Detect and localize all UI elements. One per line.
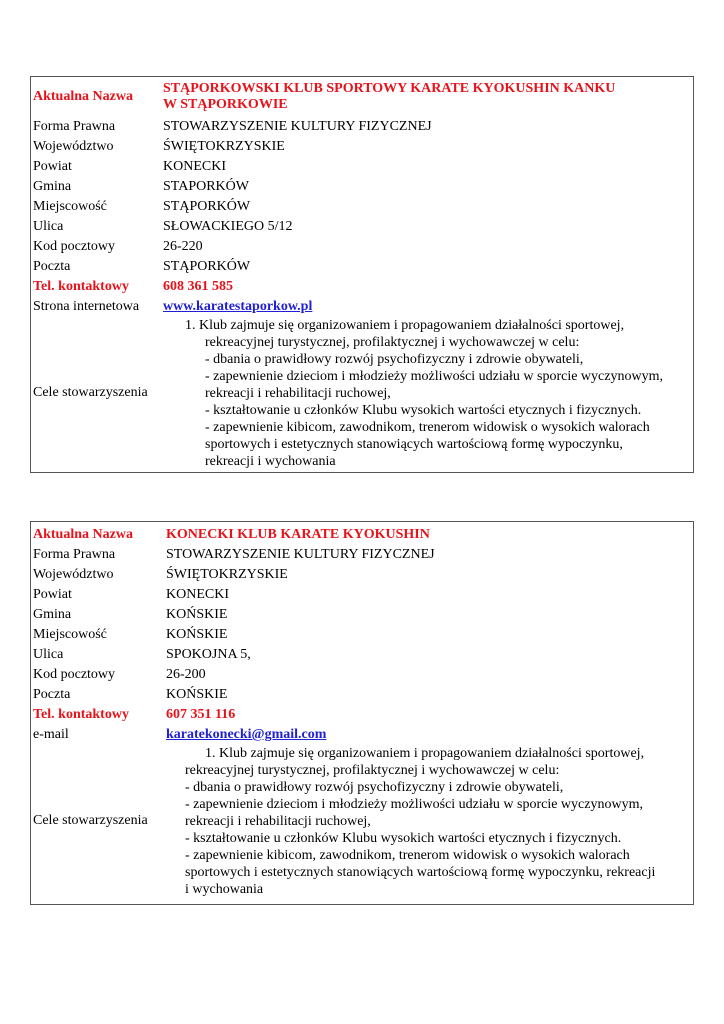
website-label: Strona internetowa (33, 299, 140, 314)
website-link[interactable]: www.karatestaporkow.pl (163, 299, 313, 314)
club-card-konskie (30, 521, 694, 905)
goals-line: sportowych i estetycznych stanowiących wartościową formę wypoczynku, (205, 437, 623, 452)
info-label: Miejscowość (33, 627, 107, 642)
goals-line: - kształtowanie u członków Klubu wysokich wartości etycznych i fizycznych. (185, 831, 622, 846)
info-label: Województwo (33, 567, 114, 582)
info-label: Ulica (33, 219, 64, 234)
name-label: Aktualna Nazwa (33, 89, 133, 104)
goals-text (163, 745, 693, 896)
info-row (31, 545, 693, 565)
goals-line: 1. Klub zajmuje się organizowaniem i propagowaniem działalności sportowej, (185, 318, 625, 333)
info-label: Województwo (33, 139, 114, 154)
goals-label: Cele stowarzyszenia (33, 813, 148, 828)
club-name-line2: W STĄPORKOWIE (163, 97, 288, 112)
info-row (31, 685, 693, 705)
goals-line: - dbania o prawidłowy rozwój psychofizyczny i zdrowie obywateli, (205, 352, 584, 367)
phone-value: 607 351 116 (166, 707, 236, 722)
phone-value: 608 361 585 (163, 279, 233, 294)
phone-label: Tel. kontaktowy (33, 279, 129, 294)
info-row (31, 217, 693, 237)
info-value: 26-220 (163, 239, 203, 254)
info-row (31, 157, 693, 177)
info-row (31, 585, 693, 605)
club-name-line1: STĄPORKOWSKI KLUB SPORTOWY KARATE KYOKUSHIN KANKU (163, 81, 616, 96)
info-value: KOŃSKIE (166, 687, 228, 702)
info-row (31, 645, 693, 665)
info-value: ŚWIĘTOKRZYSKIE (166, 567, 288, 582)
goals-line: - kształtowanie u członków Klubu wysokich wartości etycznych i fizycznych. (205, 403, 642, 418)
info-label: Gmina (33, 607, 72, 622)
info-label: Ulica (33, 647, 64, 662)
club-name (163, 81, 693, 113)
info-value: SPOKOJNA 5, (166, 647, 251, 662)
name-label: Aktualna Nazwa (33, 527, 133, 542)
goals-row (31, 317, 693, 468)
info-value: 26-200 (166, 667, 206, 682)
info-row (31, 177, 693, 197)
email-link[interactable]: karatekonecki@gmail.com (166, 727, 327, 742)
info-value: STOWARZYSZENIE KULTURY FIZYCZNEJ (163, 119, 432, 134)
info-row (31, 137, 693, 157)
info-row (31, 237, 693, 257)
info-row (31, 665, 693, 685)
info-row (31, 565, 693, 585)
goals-line: - zapewnienie dzieciom i młodzieży możliwości udziału w sporcie wyczynowym, (205, 369, 663, 384)
info-value: KONECKI (163, 159, 226, 174)
info-label: Forma Prawna (33, 119, 116, 134)
info-label: Powiat (33, 587, 72, 602)
club-card-staporkow (30, 76, 694, 473)
info-row (31, 117, 693, 137)
goals-line: - zapewnienie kibicom, zawodnikom, trenerom widowisk o wysokich walorach (205, 420, 650, 435)
info-label: Kod pocztowy (33, 667, 116, 682)
info-value: KOŃSKIE (166, 607, 228, 622)
info-label: Gmina (33, 179, 72, 194)
phone-label: Tel. kontaktowy (33, 707, 129, 722)
goals-line: rekreacji i rehabilitacji ruchowej, (185, 814, 371, 829)
info-label: Poczta (33, 259, 71, 274)
info-row (31, 197, 693, 217)
info-label: Miejscowość (33, 199, 107, 214)
phone-row (31, 705, 693, 725)
info-value: KOŃSKIE (166, 627, 228, 642)
goals-line: - zapewnienie kibicom, zawodnikom, trenerom widowisk o wysokich walorach (185, 848, 630, 863)
goals-line: rekreacyjnej turystycznej, profilaktycznej i wychowawczej w celu: (205, 335, 580, 350)
info-value: STAPORKÓW (163, 179, 249, 194)
goals-line: rekreacji i wychowania (205, 454, 336, 469)
website-row (31, 297, 693, 317)
info-label: Powiat (33, 159, 72, 174)
goals-line: - dbania o prawidłowy rozwój psychofizyczny i zdrowie obywateli, (185, 780, 564, 795)
info-value: ŚWIĘTOKRZYSKIE (163, 139, 285, 154)
info-value: STOWARZYSZENIE KULTURY FIZYCZNEJ (166, 547, 435, 562)
email-label: e-mail (33, 727, 69, 742)
info-value: KONECKI (166, 587, 229, 602)
goals-line: 1. Klub zajmuje się organizowaniem i propagowaniem działalności sportowej, (205, 746, 645, 761)
name-row (31, 522, 693, 545)
info-row (31, 605, 693, 625)
info-value: SŁOWACKIEGO 5/12 (163, 219, 293, 234)
goals-label: Cele stowarzyszenia (33, 385, 148, 400)
goals-line: i wychowania (185, 882, 264, 897)
info-label: Forma Prawna (33, 547, 116, 562)
info-value: STĄPORKÓW (163, 259, 251, 274)
info-label: Kod pocztowy (33, 239, 116, 254)
info-row (31, 625, 693, 645)
club-name: KONECKI KLUB KARATE KYOKUSHIN (166, 527, 430, 542)
goals-row (31, 745, 693, 896)
info-row (31, 257, 693, 277)
goals-line: - zapewnienie dzieciom i młodzieży możliwości udziału w sporcie wyczynowym, (185, 797, 643, 812)
phone-row (31, 277, 693, 297)
goals-line: rekreacji i rehabilitacji ruchowej, (205, 386, 391, 401)
goals-line: sportowych i estetycznych stanowiących wartościową formę wypoczynku, rekreacji (185, 865, 656, 880)
info-label: Poczta (33, 687, 71, 702)
email-row (31, 725, 693, 745)
info-value: STĄPORKÓW (163, 199, 251, 214)
goals-line: rekreacyjnej turystycznej, profilaktycznej i wychowawczej w celu: (185, 763, 560, 778)
name-row (31, 77, 693, 117)
goals-text (163, 317, 693, 468)
